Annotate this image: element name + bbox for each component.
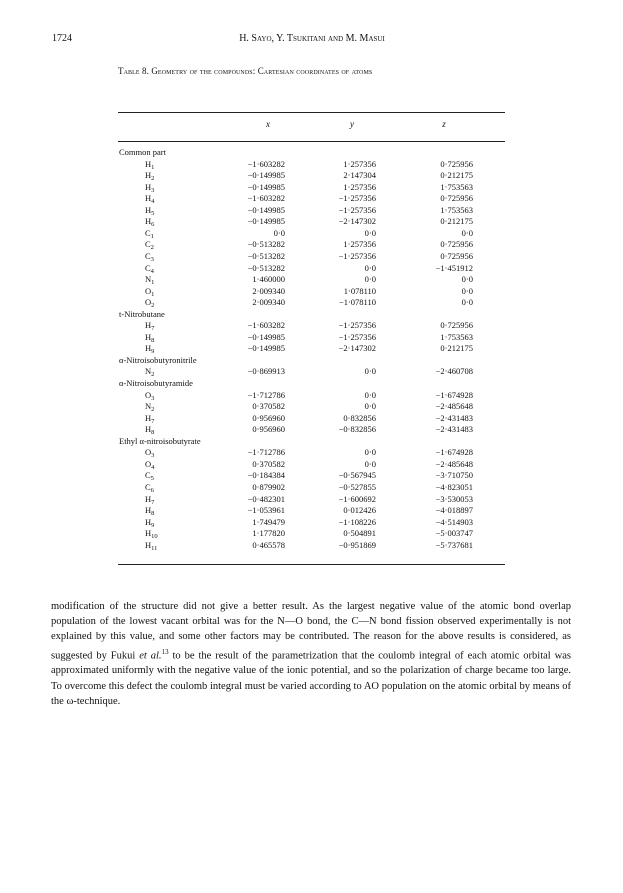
table-row: [118, 216, 518, 227]
coord-x: −0·149985: [247, 216, 285, 227]
atom-symbol: H: [145, 320, 152, 331]
coord-z: −1·674928: [435, 447, 473, 458]
table-group-row: [118, 147, 518, 158]
coord-y: 2·147304: [343, 170, 376, 181]
coord-y: 0·832856: [343, 412, 376, 423]
atom-label: [145, 482, 154, 492]
atom-label: [145, 540, 157, 550]
atom-label: [145, 459, 154, 469]
table-row: [118, 366, 518, 377]
coord-y: −1·078110: [338, 297, 376, 308]
coord-x: −0·482301: [247, 493, 285, 504]
coord-z: 0·0: [461, 274, 473, 285]
coord-y: −1·257356: [338, 193, 376, 204]
coord-z: −4·018897: [435, 505, 473, 516]
running-head: H. Sayo, Y. Tsukitani and M. Masui: [239, 33, 385, 44]
coord-y: −2·147302: [338, 343, 376, 354]
table-row: [118, 159, 518, 170]
atom-index: 9: [151, 521, 155, 529]
atom-index: 3: [151, 394, 155, 402]
coord-x: −0·513282: [247, 262, 285, 273]
table-row: [118, 228, 518, 239]
table-row: [118, 470, 518, 481]
table-group-row: [118, 436, 518, 447]
table-row: [118, 274, 518, 285]
atom-index: 9: [151, 348, 155, 356]
atom-index: 1: [151, 279, 155, 287]
atom-index: 6: [150, 486, 154, 494]
coord-z: −5·737681: [435, 539, 473, 550]
coord-y: 0·504891: [343, 528, 376, 539]
coord-x: 2·009340: [252, 285, 285, 296]
atom-label: [145, 505, 155, 518]
coord-x: −1·603282: [247, 158, 285, 169]
atom-label: [145, 494, 154, 504]
table-top-rule: [118, 112, 505, 113]
coord-y: 0·0: [364, 447, 376, 458]
coord-x: 0·879902: [252, 481, 285, 492]
atom-symbol: H: [145, 204, 152, 215]
atom-label: [145, 332, 154, 342]
coord-z: −2·431483: [435, 412, 473, 423]
atom-label: [145, 366, 155, 379]
atom-label: [145, 343, 155, 356]
coord-z: 0·725956: [440, 250, 473, 261]
atom-index: 5: [150, 475, 154, 483]
coord-z: 0·212175: [440, 216, 473, 227]
coord-x: 1·177820: [252, 528, 285, 539]
atom-label: [145, 263, 154, 273]
coord-y: 0·0: [364, 227, 376, 238]
table-group-row: [118, 355, 518, 366]
reference-number: 13: [161, 647, 169, 656]
paragraph-text-2: to be the result of the parametrization that the coulomb integral of each atomic orbital was approximated uniformly with the negative value of the ionic potential, and so the polarization of charge became too large. To overcome this defect the coulomb integral must be varied according to AO population on the atomic orbital by means of the ω-technique.: [51, 650, 571, 707]
coord-x: −0·513282: [247, 239, 285, 250]
atom-index: 4: [150, 267, 154, 275]
table-row: [118, 482, 518, 493]
coord-y: −2·147302: [338, 216, 376, 227]
atom-symbol: H: [145, 539, 152, 550]
atom-symbol: O: [145, 389, 152, 400]
atom-symbol: C: [145, 481, 151, 492]
atom-label: [145, 286, 154, 296]
table-header-rule: [118, 141, 505, 142]
table-row: [118, 343, 518, 354]
atom-label: [145, 182, 154, 192]
atom-symbol: O: [145, 285, 152, 296]
atom-index: 8: [151, 510, 155, 518]
coord-z: −2·485648: [435, 401, 473, 412]
atom-symbol: H: [145, 424, 152, 435]
atom-label: [145, 159, 154, 169]
atom-index: 2: [151, 302, 155, 310]
coord-z: −1·451912: [435, 262, 473, 273]
atom-symbol: C: [145, 262, 151, 273]
atom-index: 2: [150, 244, 154, 252]
atom-symbol: O: [145, 458, 152, 469]
coord-x: −0·149985: [247, 343, 285, 354]
coord-y: 0·0: [364, 366, 376, 377]
table-row: [118, 424, 518, 435]
coord-y: 0·012426: [343, 505, 376, 516]
atom-label: [145, 470, 154, 483]
table-row: [118, 401, 518, 412]
atom-label: [145, 517, 154, 527]
coord-z: 0·725956: [440, 320, 473, 331]
coord-x: 2·009340: [252, 297, 285, 308]
coord-x: 0·370582: [252, 458, 285, 469]
coord-z: 0·212175: [440, 343, 473, 354]
atom-symbol: H: [145, 516, 152, 527]
atom-label: [145, 193, 155, 206]
coord-z: −2·460708: [435, 366, 473, 377]
atom-index: 3: [151, 452, 155, 460]
coord-x: −1·712786: [247, 447, 285, 458]
table-row: [118, 170, 518, 181]
atom-symbol: H: [145, 505, 152, 516]
coord-x: 0·370582: [252, 401, 285, 412]
group-label: α-Nitroisobutyronitrile: [119, 354, 197, 365]
coord-y: −1·257356: [338, 250, 376, 261]
paragraph-text-1: modification of the structure did not give a better result. As the largest negative value of the atomic bond overlap population of the lowest vacant orbital was for the N—O bond, the C—N bond fission observed experimentally is not explained by this value, and some other factors may be contributed. The reason for the above results is considered, as suggested by Fukui: [51, 601, 571, 662]
group-label: α-Nitroisobutyramide: [119, 378, 193, 388]
atom-index: 2: [151, 371, 155, 379]
coord-y: −0·951869: [338, 539, 376, 550]
coord-z: −2·431483: [435, 424, 473, 435]
atom-symbol: C: [145, 250, 151, 261]
coord-y: −0·567945: [338, 470, 376, 481]
coord-z: −3·530053: [435, 493, 473, 504]
coord-z: 0·0: [461, 297, 473, 308]
atom-label: [145, 320, 155, 333]
coord-x: −0·869913: [247, 366, 285, 377]
coord-z: 1·753563: [440, 331, 473, 342]
coord-z: −2·485648: [435, 458, 473, 469]
table-row: [118, 251, 518, 262]
coord-y: 0·0: [364, 401, 376, 412]
table-row: [118, 390, 518, 401]
atom-symbol: H: [145, 528, 152, 539]
coord-z: 0·725956: [440, 239, 473, 250]
atom-symbol: H: [145, 158, 152, 169]
coord-x: −1·603282: [247, 193, 285, 204]
group-label: t-Nitrobutane: [119, 308, 165, 319]
atom-index: 3: [150, 255, 154, 263]
coord-z: −3·710750: [435, 470, 473, 481]
coord-z: 0·0: [461, 227, 473, 238]
coord-x: 1·460000: [252, 274, 285, 285]
table-row: [118, 517, 518, 528]
atom-index: 10: [151, 533, 158, 541]
paragraph-citation: et al.: [139, 650, 162, 662]
page-number: 1724: [52, 33, 72, 44]
coord-y: −0·832856: [338, 424, 376, 435]
coord-x: −0·184384: [247, 470, 285, 481]
atom-symbol: N: [145, 366, 152, 377]
body-paragraph: [51, 599, 571, 709]
table-row: [118, 413, 518, 424]
table-row: [118, 239, 518, 250]
atom-index: 1: [151, 163, 155, 171]
coord-x: −0·149985: [247, 170, 285, 181]
table-row: [118, 459, 518, 470]
coord-x: 0·465578: [252, 539, 285, 550]
coord-x: 1·749479: [252, 516, 285, 527]
atom-symbol: H: [145, 331, 152, 342]
coord-x: −1·712786: [247, 389, 285, 400]
coord-y: −1·108226: [338, 516, 376, 527]
coord-z: 1·753563: [440, 181, 473, 192]
coord-z: 0·212175: [440, 170, 473, 181]
atom-label: [145, 251, 154, 261]
atom-label: [145, 274, 155, 287]
atom-index: 2: [151, 406, 155, 414]
coord-y: 0·0: [364, 458, 376, 469]
coord-x: −1·603282: [247, 320, 285, 331]
atom-symbol: C: [145, 470, 151, 481]
coord-x: 0·956960: [252, 412, 285, 423]
atom-index: 4: [151, 198, 155, 206]
coord-z: −5·003747: [435, 528, 473, 539]
table-row: [118, 297, 518, 308]
table-row: [118, 447, 518, 458]
atom-symbol: C: [145, 227, 151, 238]
coord-x: 0·956960: [252, 424, 285, 435]
atom-index: 6: [151, 221, 155, 229]
table-row: [118, 182, 518, 193]
coord-z: 0·725956: [440, 158, 473, 169]
atom-index: 7: [151, 498, 155, 506]
atom-index: 3: [151, 186, 155, 194]
column-header-z: z: [442, 119, 446, 129]
atom-label: [145, 390, 154, 400]
atom-label: [145, 228, 154, 238]
coord-y: 0·0: [364, 262, 376, 273]
table-row: [118, 528, 518, 539]
coord-y: 1·257356: [343, 158, 376, 169]
coord-x: −1·053961: [247, 505, 285, 516]
atom-symbol: H: [145, 181, 152, 192]
atom-label: [145, 216, 155, 229]
atom-symbol: H: [145, 493, 152, 504]
atom-index: 5: [151, 209, 155, 217]
coord-z: 0·0: [461, 285, 473, 296]
atom-index: 11: [151, 544, 158, 552]
table-row: [118, 494, 518, 505]
coord-x: −0·149985: [247, 181, 285, 192]
atom-index: 7: [151, 325, 155, 333]
atom-symbol: H: [145, 343, 152, 354]
atom-label: [145, 528, 158, 541]
atom-symbol: H: [145, 170, 152, 181]
coord-z: −1·674928: [435, 389, 473, 400]
table-row: [118, 540, 518, 551]
coord-z: −4·514903: [435, 516, 473, 527]
atom-label: [145, 170, 155, 183]
atom-symbol: H: [145, 193, 152, 204]
coord-x: −0·513282: [247, 250, 285, 261]
coord-y: 0·0: [364, 274, 376, 285]
atom-symbol: H: [145, 216, 152, 227]
atom-index: 1: [150, 232, 154, 240]
atom-index: 2: [151, 175, 155, 183]
table-row: [118, 286, 518, 297]
atom-symbol: N: [145, 274, 152, 285]
coord-y: −0·527855: [338, 481, 376, 492]
atom-label: [145, 401, 155, 414]
coord-z: 0·725956: [440, 193, 473, 204]
atom-symbol: O: [145, 297, 152, 308]
column-header-x: x: [266, 119, 270, 129]
atom-label: [145, 297, 155, 310]
coord-z: −4·823051: [435, 481, 473, 492]
atom-index: 4: [151, 463, 155, 471]
coord-z: 1·753563: [440, 204, 473, 215]
table-row: [118, 505, 518, 516]
coord-x: −0·149985: [247, 204, 285, 215]
table-row: [118, 332, 518, 343]
atom-symbol: O: [145, 447, 152, 458]
group-label: Common part: [119, 147, 166, 157]
table-group-row: [118, 378, 518, 389]
page-header: [52, 33, 572, 47]
coord-y: −1·257356: [338, 204, 376, 215]
column-header-y: y: [350, 119, 354, 129]
table-row: [118, 205, 518, 216]
atom-index: 8: [151, 429, 155, 437]
atom-index: 7: [151, 417, 155, 425]
atom-symbol: H: [145, 412, 152, 423]
table-title: Table 8. Geometry of the compounds: Cartesian coordinates of atoms: [118, 66, 373, 76]
coord-y: −1·600692: [338, 493, 376, 504]
table-row: [118, 193, 518, 204]
coord-y: 1·257356: [343, 181, 376, 192]
atom-index: 1: [151, 290, 155, 298]
atom-label: [145, 447, 155, 460]
atom-label: [145, 413, 154, 423]
coord-y: 0·0: [364, 389, 376, 400]
coord-x: 0·0: [273, 227, 285, 238]
coord-y: −1·257356: [338, 320, 376, 331]
group-label: Ethyl α-nitroisobutyrate: [119, 435, 201, 446]
coord-y: −1·257356: [338, 331, 376, 342]
coord-y: 1·078110: [343, 285, 376, 296]
table-bottom-rule: [118, 564, 505, 565]
atom-label: [145, 205, 154, 215]
table-row: [118, 320, 518, 331]
coord-x: −0·149985: [247, 331, 285, 342]
atom-symbol: C: [145, 239, 151, 250]
table-group-row: [118, 309, 518, 320]
coord-y: 1·257356: [343, 239, 376, 250]
atom-label: [145, 239, 154, 252]
atom-index: 8: [151, 336, 155, 344]
atom-label: [145, 424, 155, 437]
atom-symbol: N: [145, 401, 152, 412]
table-row: [118, 263, 518, 274]
